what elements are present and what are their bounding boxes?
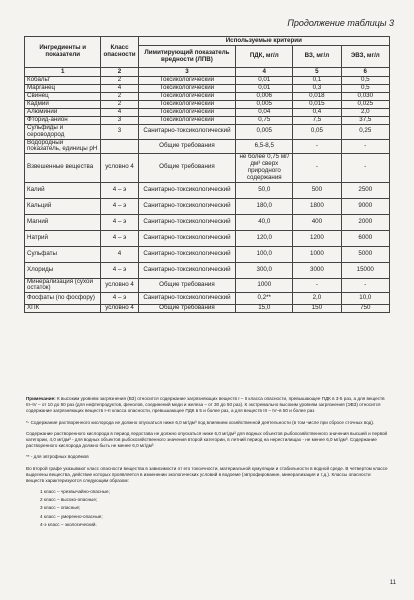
cell-class: 4 – э	[101, 230, 138, 246]
cell-class	[101, 139, 138, 154]
cell-class: 3	[101, 125, 138, 140]
table-row	[25, 214, 390, 230]
cell-pdk: 6,5-8,5	[236, 139, 293, 154]
cell-name: Фторид-анион	[25, 117, 101, 125]
cell-evz: 0,030	[341, 93, 389, 101]
table-row	[25, 262, 390, 278]
cell-class: 3	[101, 117, 138, 125]
cell-lpv: Санитарно-токсикологический	[138, 246, 236, 262]
cell-evz: 37,5	[341, 117, 389, 125]
cell-pdk: 0,2**	[236, 293, 293, 305]
notes	[26, 396, 388, 530]
col-num: 4	[236, 68, 293, 77]
cell-name: Натрий	[25, 230, 101, 246]
cell-evz: 750	[341, 305, 389, 313]
cell-class: 4	[101, 109, 138, 117]
table-row	[25, 278, 390, 293]
cell-vz: 0,015	[293, 101, 341, 109]
cell-lpv: Токсикологический	[138, 117, 236, 125]
cell-name: Сульфиды и сероводород	[25, 125, 101, 140]
cell-evz: 0,025	[341, 101, 389, 109]
class-item: 4-э класс – экологический.	[40, 521, 97, 527]
cell-class: 4 – э	[101, 182, 138, 198]
cell-vz: 400	[293, 214, 341, 230]
table-row	[25, 182, 390, 198]
col-num: 6	[341, 68, 389, 77]
cell-lpv: Санитарно-токсикологический	[138, 262, 236, 278]
cell-class: 2	[101, 101, 138, 109]
cell-pdk: 40,0	[236, 214, 293, 230]
cell-class: 4	[101, 246, 138, 262]
cell-lpv: Санитарно-токсикологический	[138, 214, 236, 230]
table-row	[25, 246, 390, 262]
cell-pdk: 0,01	[236, 77, 293, 85]
table-header-row	[25, 37, 390, 46]
cell-lpv: Токсикологический	[138, 109, 236, 117]
cell-lpv: Санитарно-токсикологический	[138, 198, 236, 214]
cell-lpv: Общие требования	[138, 139, 236, 154]
cell-pdk: 0,005	[236, 101, 293, 109]
cell-name: Калий	[25, 182, 101, 198]
cell-lpv: Санитарно-токсикологический	[138, 182, 236, 198]
cell-pdk: 1000	[236, 278, 293, 293]
cell-vz: 0,4	[293, 109, 341, 117]
cell-class: условно 4	[101, 154, 138, 182]
cell-class: 4 – э	[101, 293, 138, 305]
note-paragraph: Во второй графе указывают класс опасности вещества в зависимости от его токсичности, материальной кумуляции и стабильности в водной среде. В четвертом классе выделены вещества, действие которых проявляется в изменении экологических условий в водоеме (эвтрофирование, минерализация и т.д.). Классы опасности веществ характеризуются следующим образом:	[26, 465, 388, 483]
cell-pdk: 0,04	[236, 109, 293, 117]
continuation-label: Продолжение таблицы 3	[287, 18, 394, 28]
cell-vz: -	[293, 154, 341, 182]
cell-evz: -	[341, 139, 389, 154]
note-star2: ** - для эвтрофных водоёмов	[26, 454, 89, 460]
cell-lpv: Общие требования	[138, 154, 236, 182]
class-item: 1 класс – чрезвычайно-опасные;	[40, 489, 110, 495]
cell-name: Алюминий	[25, 109, 101, 117]
cell-name: Минерализация (сухой остаток)	[25, 278, 101, 293]
table-row	[25, 154, 390, 182]
cell-pdk: 0,01	[236, 85, 293, 93]
note-star1: *- Содержание растворенного кислорода не должно опускаться ниже 6,0 мг/дм³ под влиянием хозяйственной деятельности (в том числе при сбросе сточных вод).	[26, 419, 375, 425]
table-row	[25, 125, 390, 140]
cell-lpv: Токсикологический	[138, 101, 236, 109]
cell-vz: 0,1	[293, 77, 341, 85]
cell-class: условно 4	[101, 305, 138, 313]
header-pdk: ПДК, мг/л	[236, 46, 293, 68]
cell-class: 4 – э	[101, 198, 138, 214]
cell-vz: 0,05	[293, 125, 341, 140]
cell-class: 4	[101, 85, 138, 93]
cell-pdk: 0,75	[236, 117, 293, 125]
page-number: 11	[389, 580, 396, 586]
cell-evz: 0,5	[341, 77, 389, 85]
cell-evz: 10,0	[341, 293, 389, 305]
cell-class: 2	[101, 77, 138, 85]
cell-pdk: 120,0	[236, 230, 293, 246]
header-evz: ЭВЗ, мг/л	[341, 46, 389, 68]
class-item: 2 класс – высоко-опасные;	[40, 497, 98, 503]
cell-evz: 9000	[341, 198, 389, 214]
cell-pdk: не более 0,75 мг/дм³ сверх природного содержания	[236, 154, 293, 182]
cell-evz: 5000	[341, 246, 389, 262]
cell-lpv: Общие требования	[138, 278, 236, 293]
cell-evz: -	[341, 154, 389, 182]
cell-class: 2	[101, 93, 138, 101]
cell-vz: 0,3	[293, 85, 341, 93]
cell-vz: 1200	[293, 230, 341, 246]
cell-evz: 0,25	[341, 125, 389, 140]
cell-name: Сульфаты	[25, 246, 101, 262]
cell-evz: 0,5	[341, 85, 389, 93]
cell-vz: 1800	[293, 198, 341, 214]
cell-evz: 2000	[341, 214, 389, 230]
cell-vz: 0,018	[293, 93, 341, 101]
header-class: Класс опасности	[101, 37, 138, 68]
table-row	[25, 293, 390, 305]
cell-pdk: 100,0	[236, 246, 293, 262]
cell-vz: 2,0	[293, 293, 341, 305]
cell-lpv: Токсикологический	[138, 85, 236, 93]
cell-lpv: Санитарно-токсикологический	[138, 125, 236, 140]
class-item: 4 класс – умеренно-опасные;	[40, 513, 103, 519]
cell-name: ХПК	[25, 305, 101, 313]
cell-class: 4 – э	[101, 262, 138, 278]
cell-pdk: 0,006	[236, 93, 293, 101]
cell-vz: 500	[293, 182, 341, 198]
cell-evz: 2500	[341, 182, 389, 198]
table-row	[25, 139, 390, 154]
cell-class: условно 4	[101, 278, 138, 293]
header-ingredient: Ингредиенты и показатели	[25, 37, 101, 68]
table-body	[25, 77, 390, 313]
class-list	[40, 489, 388, 528]
cell-name: Взвешенные вещества	[25, 154, 101, 182]
col-num: 2	[101, 68, 138, 77]
cell-vz: 7,5	[293, 117, 341, 125]
table-row	[25, 305, 390, 313]
cell-lpv: Общие требования	[138, 305, 236, 313]
cell-pdk: 180,0	[236, 198, 293, 214]
cell-name: Свинец	[25, 93, 101, 101]
cell-pdk: 300,0	[236, 262, 293, 278]
note-primechanie: Примечание: К высоким уровням загрязнения (ВЗ) относится содержание загрязняющих веществ I – II класса опасности, превышающее ПДК в 3-5 раз, а для веществ III–IV – от 10 до 50 раз (для нефтепродуктов, фенолов, соединений меди и железа – от 30 до 50 раз). К экстремально высоким уровням загрязнения (ЭВЗ) относится содержание загрязняющих веществ I–II класса опасности, превышающее ПДК в 5 и более раз, а для веществ III – IV–в 50 и более раз	[26, 396, 385, 414]
cell-name: Фосфаты (по фосфору)	[25, 293, 101, 305]
header-lpv: Лимитирующий показатель вредности (ЛПВ)	[138, 46, 236, 68]
cell-name: Хлориды	[25, 262, 101, 278]
header-vz: ВЗ, мг/л	[293, 46, 341, 68]
cell-name: Кобальт	[25, 77, 101, 85]
table-row	[25, 117, 390, 125]
table-row	[25, 198, 390, 214]
pollutant-table	[24, 36, 390, 313]
cell-name: Марганец	[25, 85, 101, 93]
cell-class: 4 – э	[101, 214, 138, 230]
cell-evz: 15000	[341, 262, 389, 278]
cell-name: Водородный показатель, единицы pH	[25, 139, 101, 154]
cell-lpv: Токсикологический	[138, 93, 236, 101]
cell-vz: 1000	[293, 246, 341, 262]
cell-lpv: Токсикологический	[138, 77, 236, 85]
col-num: 3	[138, 68, 236, 77]
cell-name: Магний	[25, 214, 101, 230]
cell-vz: -	[293, 139, 341, 154]
note-star1b: Содержание растворенного кислорода в период ледостава не должно опускаться ниже 6,0 мг/дм³ для водных объектов рыбохозяйственного значения высшей и первой категории, 4,0 мг/дм³ - для водных объектов рыбохозяйственного значения второй категории, в летний период на нерестилищах - не менее 6,0 мг/дм³. Содержание растворенного кислорода должно быть не менее 6,0 мг/дм³	[26, 430, 388, 449]
cell-lpv: Санитарно-токсикологический	[138, 293, 236, 305]
cell-vz: 150	[293, 305, 341, 313]
cell-evz: 6000	[341, 230, 389, 246]
col-num: 1	[25, 68, 101, 77]
cell-pdk: 0,005	[236, 125, 293, 140]
class-item: 3 класс – опасные;	[40, 505, 81, 511]
cell-name: Кадмий	[25, 101, 101, 109]
table-row	[25, 230, 390, 246]
cell-pdk: 15,0	[236, 305, 293, 313]
cell-vz: -	[293, 278, 341, 293]
cell-name: Кальций	[25, 198, 101, 214]
cell-evz: 2,0	[341, 109, 389, 117]
cell-lpv: Санитарно-токсикологический	[138, 230, 236, 246]
cell-pdk: 50,0	[236, 182, 293, 198]
cell-vz: 3000	[293, 262, 341, 278]
cell-evz: -	[341, 278, 389, 293]
header-criteria: Используемые критерии	[138, 37, 389, 46]
col-num: 5	[293, 68, 341, 77]
